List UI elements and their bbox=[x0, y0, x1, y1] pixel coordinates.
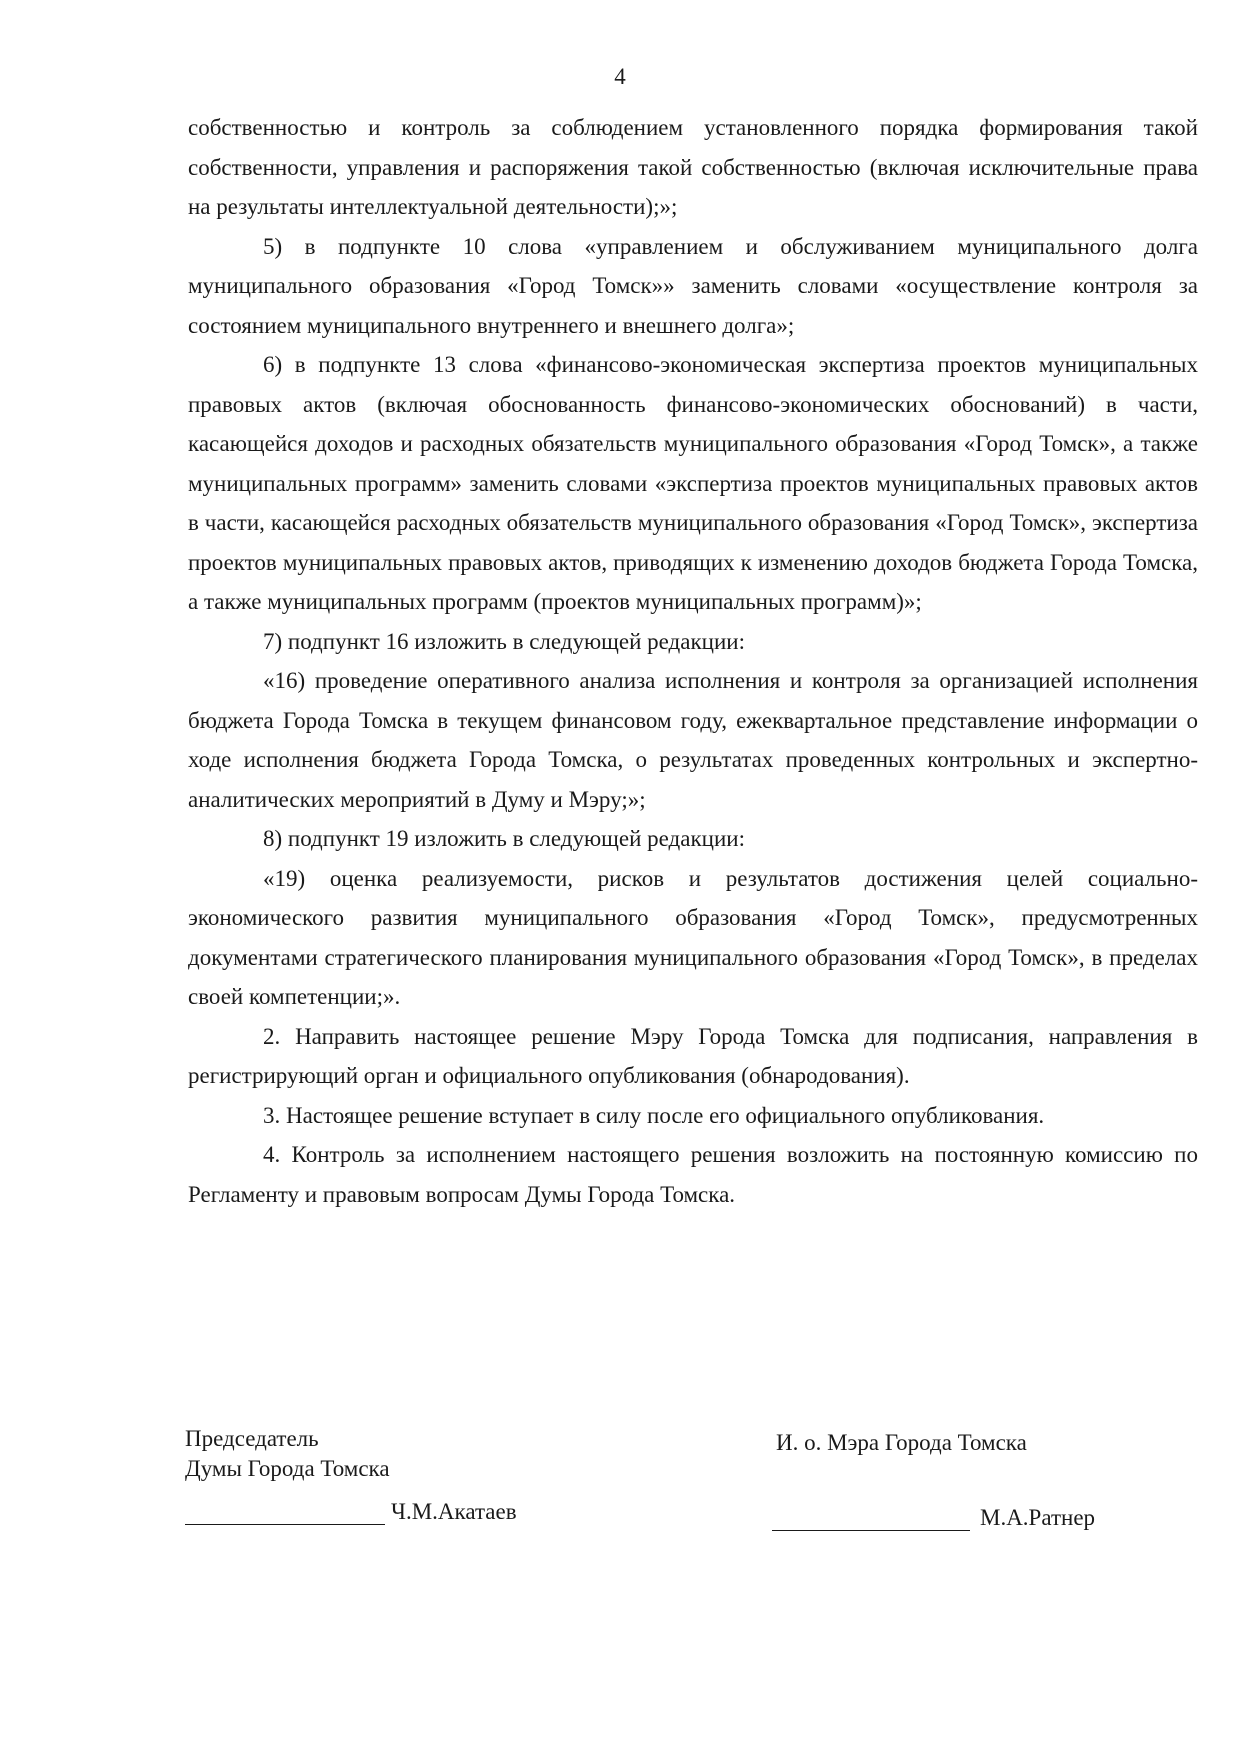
signature-block-right bbox=[772, 1504, 1095, 1531]
signatory-right-title-line: И. о. Мэра Города Томска bbox=[776, 1430, 1027, 1455]
signature-line-left bbox=[185, 1498, 385, 1525]
paragraph-subitem-16: «16) проведение оперативного анализа исполнения и контроля за организацией исполнения бюджета Города Томска в текущем финансовом году, ежеквартальное представление информации о ходе исполнения бюджета Города Томска, о результатах проведенных контрольных и экспертно-аналитических мероприятий в Думу и Мэру;»; bbox=[188, 668, 1198, 812]
document-body bbox=[188, 108, 1198, 1214]
paragraph-clause-2: 2. Направить настоящее решение Мэру Города Томска для подписания, направления в регистрирующий орган и официального опубликования (обнародования). bbox=[188, 1023, 1198, 1088]
paragraph-item-6: 6) в подпункте 13 слова «финансово-экономическая экспертиза проектов муниципальных правовых актов (включая обоснованность финансово-экономических обоснований) в части, касающейся доходов и расходных обязательств муниципального образования «Город Томск», а также муниципальных программ» заменить словами «экспертиза проектов муниципальных правовых актов в части, касающейся расходных обязательств муниципального образования «Город Томск», экспертиза проектов муниципальных правовых актов, приводящих к изменению доходов бюджета Города Томска, а также муниципальных программ (проектов муниципальных программ)»; bbox=[188, 352, 1198, 614]
paragraph-item-5: 5) в подпункте 10 слова «управлением и обслуживанием муниципального долга муниципального образования «Город Томск»» заменить словами «осуществление контроля за состоянием муниципального внутреннего и внешнего долга»; bbox=[188, 233, 1198, 338]
paragraph-subitem-19: «19) оценка реализуемости, рисков и результатов достижения целей социально-экономического развития муниципального образования «Город Томск», предусмотренных документами стратегического планирования муниципального образования «Город Томск», в пределах своей компетенции;». bbox=[188, 865, 1198, 1009]
signatory-right-title bbox=[776, 1428, 1027, 1458]
signature-block-left bbox=[185, 1498, 517, 1525]
signature-line-right bbox=[772, 1504, 970, 1531]
signatory-left-title-line1: Председатель bbox=[185, 1426, 319, 1451]
paragraph-item-7: 7) подпункт 16 изложить в следующей редакции: bbox=[263, 628, 745, 654]
paragraph-continuation: собственностью и контроль за соблюдением установленного порядка формирования такой собственности, управления и распоряжения такой собственностью (включая исключительные права на результаты интеллектуальной деятельности);»; bbox=[188, 115, 1198, 219]
signatory-left-name: Ч.М.Акатаев bbox=[391, 1499, 517, 1524]
paragraph-item-8: 8) подпункт 19 изложить в следующей редакции: bbox=[263, 826, 745, 851]
page-number: 4 bbox=[614, 64, 626, 89]
signatory-right-name: М.А.Ратнер bbox=[980, 1505, 1096, 1530]
signatory-left-title bbox=[185, 1424, 390, 1484]
paragraph-clause-3: 3. Настоящее решение вступает в силу после его официального опубликования. bbox=[263, 1102, 1045, 1128]
signatory-left-title-line2: Думы Города Томска bbox=[185, 1456, 390, 1481]
paragraph-clause-4: 4. Контроль за исполнением настоящего решения возложить на постоянную комиссию по Регламенту и правовым вопросам Думы Города Томска. bbox=[188, 1142, 1198, 1207]
